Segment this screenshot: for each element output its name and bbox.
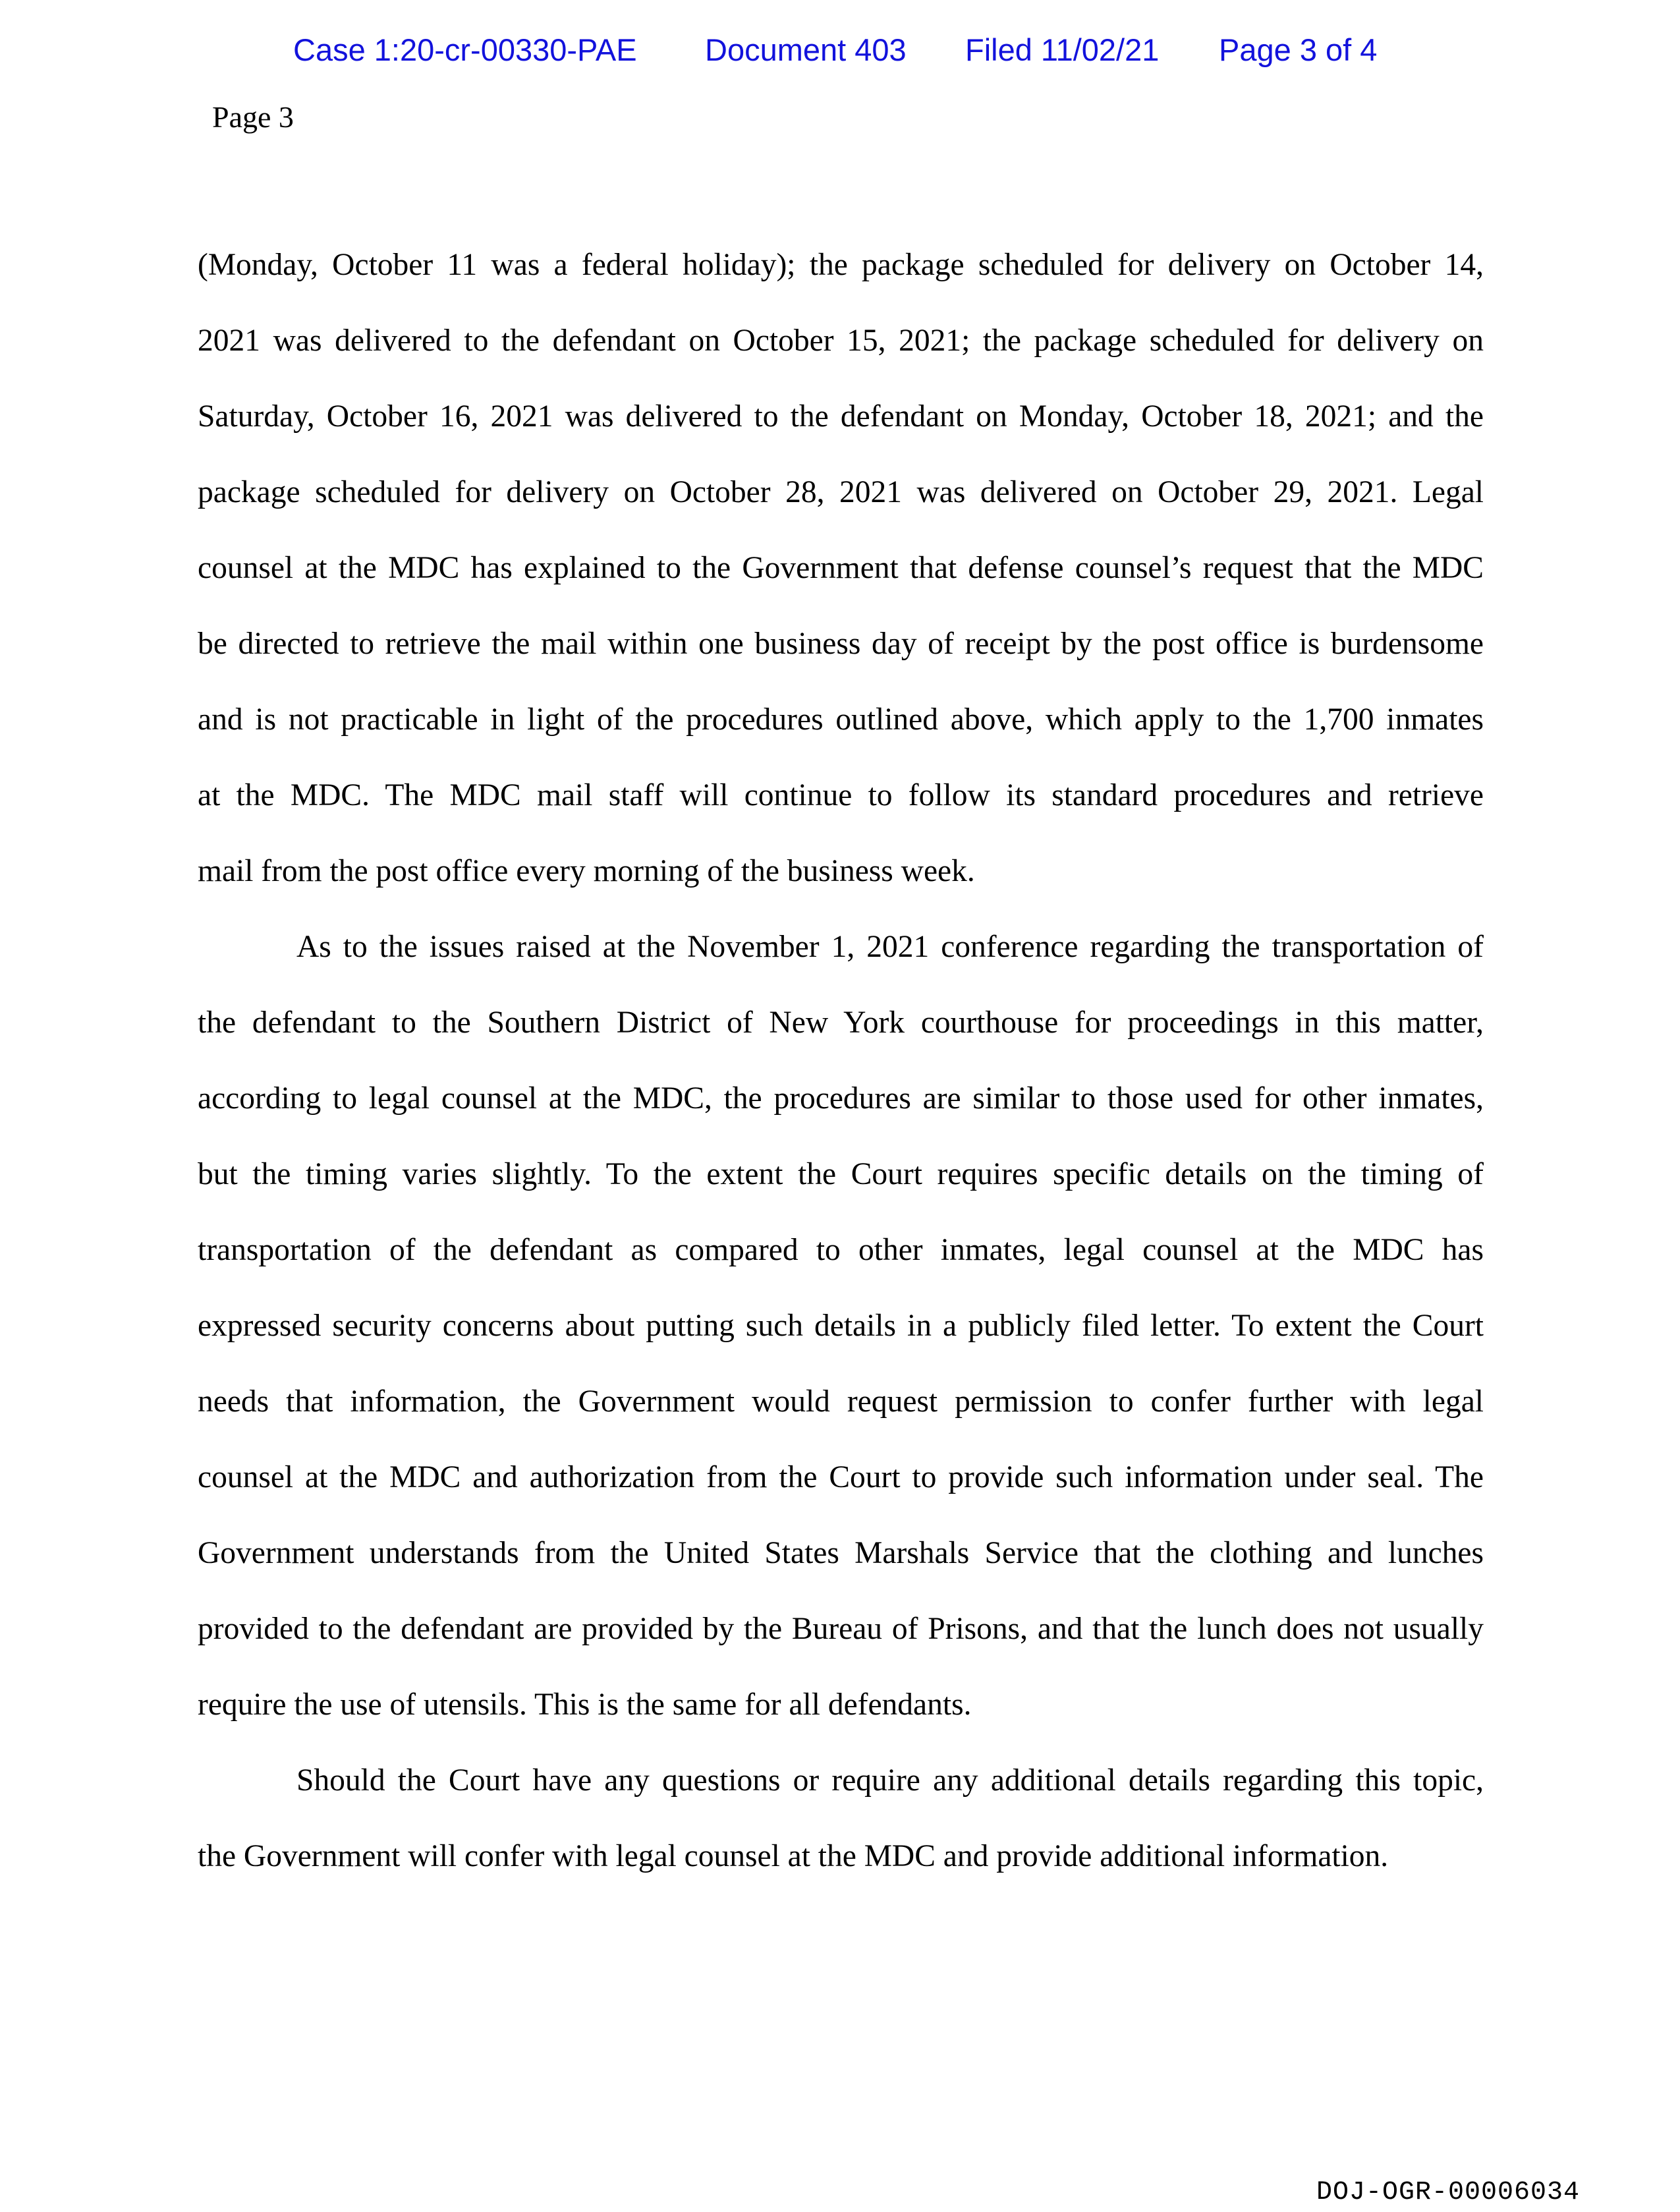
text-line: transportation of the defendant as compared to other inmates, legal counsel at the MDC has <box>198 1233 1484 1267</box>
text-line: counsel at the MDC and authorization from the Court to provide such information under seal. The <box>198 1460 1484 1494</box>
text-line: As to the issues raised at the November 1, 2021 conference regarding the transportation of <box>296 930 1484 964</box>
text-line: Should the Court have any questions or require any additional details regarding this topic, <box>296 1763 1484 1798</box>
paragraph-3 <box>198 1761 1484 1912</box>
text-line: the Government will confer with legal counsel at the MDC and provide additional information. <box>198 1839 1389 1873</box>
text-line: Saturday, October 16, 2021 was delivered to the defendant on Monday, October 18, 2021; and the <box>198 399 1484 434</box>
bates-number: DOJ-OGR-00006034 <box>1316 2178 1581 2207</box>
text-line: (Monday, October 11 was a federal holiday); the package scheduled for delivery on October 14, <box>198 248 1484 282</box>
paragraph-2 <box>198 927 1484 1761</box>
text-line: needs that information, the Government would request permission to confer further with legal <box>198 1384 1484 1419</box>
text-line: require the use of utensils. This is the same for all defendants. <box>198 1687 972 1722</box>
text-line: provided to the defendant are provided by the Bureau of Prisons, and that the lunch does not usually <box>198 1612 1484 1646</box>
text-line: and is not practicable in light of the procedures outlined above, which apply to the 1,700 inmates <box>198 702 1484 737</box>
paragraph-1 <box>198 245 1484 927</box>
page-label: Page 3 <box>212 100 294 134</box>
document-number: Document 403 <box>705 32 907 67</box>
text-line: counsel at the MDC has explained to the Government that defense counsel’s request that the MDC <box>198 551 1484 585</box>
ecf-filing-header <box>0 32 1680 71</box>
text-line: 2021 was delivered to the defendant on October 15, 2021; the package scheduled for delivery on <box>198 324 1484 358</box>
text-line: expressed security concerns about putting such details in a publicly filed letter. To extent the Court <box>198 1309 1484 1343</box>
letter-body <box>198 245 1484 1912</box>
text-line: but the timing varies slightly. To the extent the Court requires specific details on the timing of <box>198 1157 1484 1191</box>
text-line: be directed to retrieve the mail within one business day of receipt by the post office is burdensome <box>198 627 1484 661</box>
text-line: at the MDC. The MDC mail staff will continue to follow its standard procedures and retrieve <box>198 778 1484 812</box>
text-line: package scheduled for delivery on October 28, 2021 was delivered on October 29, 2021. Legal <box>198 475 1484 509</box>
text-line: according to legal counsel at the MDC, the procedures are similar to those used for other inmates, <box>198 1081 1484 1116</box>
text-line: Government understands from the United States Marshals Service that the clothing and lunches <box>198 1536 1484 1570</box>
text-line: the defendant to the Southern District of New York courthouse for proceedings in this matter, <box>198 1006 1484 1040</box>
case-number: Case 1:20-cr-00330-PAE <box>293 32 637 67</box>
page-count: Page 3 of 4 <box>1219 32 1378 67</box>
filed-date: Filed 11/02/21 <box>965 32 1160 67</box>
text-line: mail from the post office every morning of the business week. <box>198 854 975 888</box>
